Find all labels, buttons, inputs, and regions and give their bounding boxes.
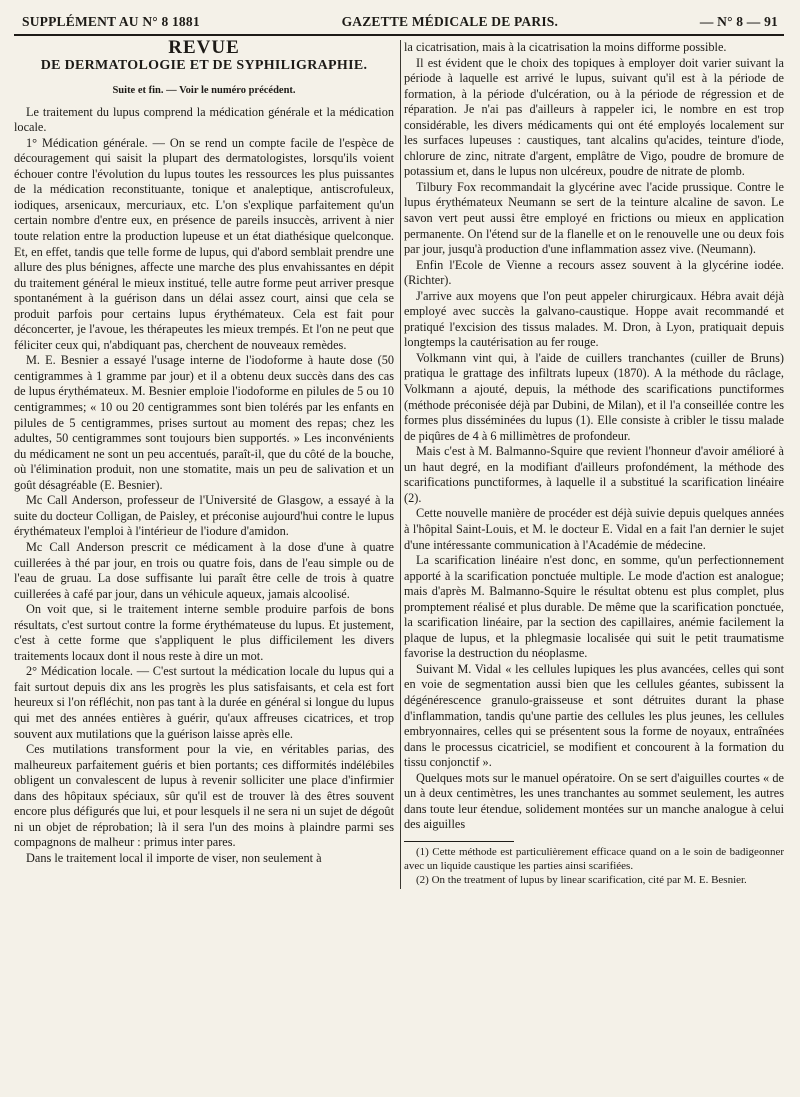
two-column-body [14, 37, 784, 889]
footnotes [404, 846, 784, 888]
paragraph: Suivant M. Vidal « les cellules lupiques les plus avancées, celles qui sont en voie de segmentation aussi bien que les cellules géantes, subissent la dégénérescence granulo-graisseuse et sont détruites durant la phase d'inflammation, tandis qu'une partie des cellules les plus jeunes, les cellules embryonnaires, celles qui se présentent sous la forme de noyaux, entraînées dans le processus cicatriciel, se modifient et concourent à la formation du tissu conjonctif ». [404, 661, 784, 770]
right-column [404, 40, 784, 889]
continuation-note: Suite et fin. — Voir le numéro précédent. [112, 85, 296, 97]
footnote: (1) Cette méthode est particulièrement efficace quand on a le soin de badigeonner avec un liquide caustique les parties ainsi scarifiées. [404, 845, 784, 872]
paragraph: Tilbury Fox recommandait la glycérine avec l'acide prussique. Contre le lupus érythémateux Neumann se sert de la teinture alcaline de savon. Le savon vert peut aussi être employé en frictions ou mieux en application permanente. On l'étend sur de la flanelle et on le renouvelle une ou deux fois par jour, jusqu'à production d'une inflammation assez vive. (Neumann). [404, 179, 784, 257]
paragraph: la cicatrisation, mais à la cicatrisation la moins difforme possible. [404, 40, 727, 54]
footnote-separator [404, 841, 514, 842]
paragraph: Mais c'est à M. Balmanno-Squire que revient l'honneur d'avoir amélioré à un haut degré, en la modifiant d'ailleurs profondément, la méthode des scarifications punctiformes, à laquelle il a substitué la scarification linéaire (2). [404, 444, 784, 505]
column-divider [400, 40, 401, 889]
paragraph: J'arrive aux moyens que l'on peut appeler chirurgicaux. Hébra avait déjà employé avec succès la galvano-caustique. Hoppe avait recommandé et pratiqué l'excision des tissus malades. M. Dron, à Lyon, pratiquait depuis longtemps la cautérisation au fer rouge. [404, 288, 784, 350]
footnote: (2) On the treatment of lupus by linear scarification, cité par M. E. Besnier. [416, 874, 747, 887]
header-supplement: SUPPLÉMENT AU N° 8 1881 [22, 14, 200, 29]
paragraph: M. E. Besnier a essayé l'usage interne de l'iodoforme à haute dose (50 centigrammes à 1 gramme par jour) et il a obtenu deux succès dans des cas de lupus érythémateux. M. Besnier emploie l'iodoforme en pilules de 5 ou 10 centigrammes; « 10 ou 20 centigrammes sont bien tolérés par les enfants en pilules de 5 centigrammes, prises surtout au moment des repas; chez les adultes, 50 centigrammes sont toujours bien supportés. » Les inconvénients du médicament ne sont un peu accentués, paraît-il, que du côté de la bouche, où l'élimination produit, non une stomatite, mais un peu de salivation et un goût désagréable (E. Besnier). [14, 353, 394, 492]
paragraph: Le traitement du lupus comprend la médication générale et la médication locale. [14, 104, 394, 135]
paragraph: 1° Médication générale. — On se rend un compte facile de l'espèce de découragement qui saisit la plupart des dermatologistes, lorsqu'ils voient échouer contre l'évolution du lupus toutes les ressources les plus puissantes de la médication reconstituante, tonique et analeptique, antiscrofuleux, iodiques, arsenicaux, mercuriaux, etc. L'on s'explique parfaitement qu'un certain nombre d'entre eux, en présence de pareils insuccès, arrivent à nier toute relation entre la production lupeuse et un état diathésique quelconque. Et, en effet, tandis que telle forme de lupus, qui d'abord semblait prendre une allure des plus bénignes, affecte une marche des plus envahissantes en dépit du traitement général le mieux institué, telle autre forme peut arriver presque spontanément à la guérison dans un délai assez court, ainsi que cela se produit parfois pour certains lupus érythémateux. Cela est fait pour déconcerter, je l'avoue, les thérapeutes les mieux trempés. Et l'on ne peut que féliciter ceux qui, n'abdiquant pas, cherchent de nouveaux remèdes. [14, 135, 394, 352]
paragraph: Enfin l'Ecole de Vienne a recours assez souvent à la glycérine iodée. (Richter). [404, 257, 784, 288]
paragraph: Dans le traitement local il importe de viser, non seulement à [26, 850, 322, 865]
paragraph: Mc Call Anderson prescrit ce médicament à la dose d'une à quatre cuillerées à thé par jour, en trois ou quatre fois, dans de l'eau simple ou de l'eau de gruau. La dose suffisante lui paraît être celle de trois à quatre cuillerées à café par jour, dans un véhicule aqueux, jamais alcoolisé. [14, 539, 394, 601]
paragraph: Il est évident que le choix des topiques à employer doit varier suivant la période à laquelle est arrivé le lupus, suivant qu'il est à la période de formation, à la période d'ulcération, ou à la période de régression et de réparation. Je n'ai pas d'ailleurs à rappeler ici, le nombre en est trop considérable, les divers médicaments qui ont été employés localement sur les surfaces lupeuses : caustiques, tant alcalins qu'acides, teinture d'iode, chlorure de zinc, nitrate d'argent, emplâtre de Vigo, poudre de bromure de potassium et, dans le lupus non ulcéreux, poudre de nitrate de plomb. [404, 55, 784, 179]
paragraph: 2° Médication locale. — C'est surtout la médication locale du lupus qui a fait surtout depuis dix ans les progrès les plus satisfaisants, et cela est fort heureux si l'on réfléchit, non pas tant à la durée en général si longue du lupus qui met des années entières à guérir, qu'aux affreuses cicatrices, et trop souvent aux mutilations que la guérison laisse après elle. [14, 664, 394, 741]
paragraph: Cette nouvelle manière de procéder est déjà suivie depuis quelques années à l'hôpital Saint-Louis, et M. le docteur E. Vidal en a fait l'an dernier le sujet d'une intéressante communication à l'Académie de médecine. [404, 506, 784, 552]
paragraph: Ces mutilations transforment pour la vie, en véritables parias, des malheureux parfaitement guéris et bien portants; ces difformités indélébiles obligent un convalescent de lupus à revenir solliciter une place d'infirmier dans des hôpitaux spéciaux, sûr qu'il est de trouver là des êtres souvent encore plus défigurés que lui, et pour lesquels il ne sera ni un sujet de dégoût ni un objet de réprobation; là il sera l'un des moins à plaindre parmi ses compagnons de malheur : primus inter pares. [14, 742, 394, 850]
paragraph: La scarification linéaire n'est donc, en somme, qu'un perfectionnement apporté à la scarification ponctuée multiple. Le mode d'action est analogue; mais d'après M. Balmanno-Squire le résultat obtenu est plus complet, plus promptement réalisé et plus durable. De même que la scarification ponctuée, la scarification linéaire, par la section des capillaires, anémie facilement la plaque de lupus, et la phlegmasie localisée qui suit le petit traumatisme favorise la destruction du néoplasme. [404, 553, 784, 661]
article-title: REVUE [168, 37, 240, 58]
article-subtitle: DE DERMATOLOGIE ET DE SYPHILIGRAPHIE. [40, 57, 368, 73]
header-journal-title: GAZETTE MÉDICALE DE PARIS. [341, 14, 559, 29]
left-column [14, 37, 394, 889]
paragraph: Mc Call Anderson, professeur de l'Université de Glasgow, a essayé à la suite du docteur Colligan, de Paisley, et préconise aujourd'hui contre le lupus érythémateux l'emploi à l'intérieur de l'iodure d'amidon. [14, 493, 394, 539]
header-page-number: — N° 8 — 91 [699, 14, 778, 29]
running-header [14, 8, 784, 36]
paragraph: Quelques mots sur le manuel opératoire. On se sert d'aiguilles courtes « de un à deux centimètres, les unes tranchantes au sommet seulement, les autres dans toute leur étendue, solidement montées sur un manche analogue à celui des aiguilles [404, 770, 784, 832]
paragraph: On voit que, si le traitement interne semble produire parfois de bons résultats, c'est surtout contre la forme érythémateuse du lupus. Et justement, c'est à cette forme que s'appliquent le plus difficilement les divers traitements locaux dont il nous reste à dire un mot. [14, 602, 394, 663]
paragraph: Volkmann vint qui, à l'aide de cuillers tranchantes (cuiller de Bruns) pratiqua le grattage des infiltrats lupeux (1870). A la méthode du râclage, Volkmann a ajouté, depuis, la méthode des scarifications punctiformes (méthode préconisée déjà par Dubini, de Milan), et il l'a conseillée contre les formes plus disséminées du lupus (1). Elle consiste à cribler le tissu malade de piqûres de 4 à 6 millimètres de profondeur. [404, 350, 784, 443]
